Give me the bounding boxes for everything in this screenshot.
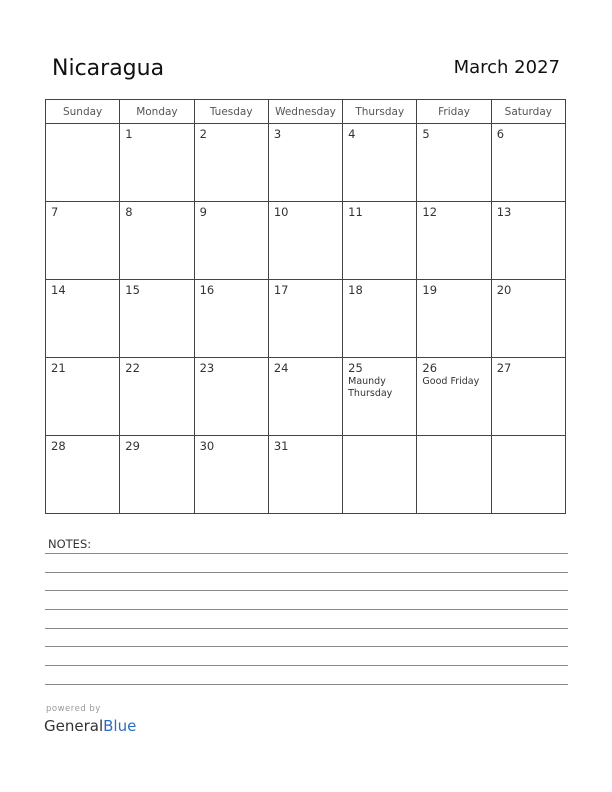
weekday-tuesday: Tuesday [194,100,268,124]
day-cell [343,358,417,436]
day-number: 31 [273,439,289,453]
week-row [46,358,566,436]
day-cell [46,280,120,358]
weekday-saturday: Saturday [491,100,565,124]
day-cell [491,124,565,202]
day-cell [343,280,417,358]
day-number: 29 [125,439,140,453]
day-cell [491,436,565,514]
day-number: 14 [51,283,66,297]
note-line [45,665,568,666]
day-cell [268,358,342,436]
day-cell [417,436,491,514]
day-number [343,436,416,439]
brand-blue-text: Blue [103,717,137,735]
day-number: 13 [496,205,512,219]
day-number: 19 [422,283,438,297]
day-cell [491,358,565,436]
day-number: 2 [199,127,207,141]
day-cell [120,124,194,202]
day-number [492,436,565,439]
note-line [45,553,568,554]
day-cell [46,202,120,280]
generalblue-logo [44,717,136,735]
weekday-monday: Monday [120,100,194,124]
week-row [46,202,566,280]
day-number: 3 [273,127,282,141]
day-cell [194,358,268,436]
day-number: 5 [422,127,430,141]
brand-general-text: General [44,717,104,735]
weekday-thursday: Thursday [343,100,417,124]
week-row [46,436,566,514]
day-number: 22 [125,361,140,375]
day-number: 21 [51,361,66,375]
weekday-sunday: Sunday [46,100,120,124]
week-row [46,124,566,202]
note-line [45,684,568,685]
week-row [46,280,566,358]
day-number [46,124,119,127]
day-number: 6 [496,127,505,141]
day-cell [417,202,491,280]
day-cell [491,280,565,358]
day-number: 8 [125,205,133,219]
note-line [45,572,568,573]
day-number: 16 [199,283,215,297]
day-cell [268,280,342,358]
weekday-header-row [46,100,566,124]
day-number: 7 [51,205,59,219]
month-title: March 2027 [453,57,560,78]
day-number: 11 [348,205,363,219]
powered-by-text: powered by [46,704,101,714]
day-number: 20 [496,283,512,297]
day-cell [491,202,565,280]
day-number: 15 [125,283,140,297]
day-cell [268,436,342,514]
day-number: 10 [273,205,289,219]
weekday-friday: Friday [417,100,491,124]
day-cell [268,124,342,202]
day-cell [120,436,194,514]
day-cell [343,202,417,280]
day-cell [268,202,342,280]
day-cell [120,358,194,436]
holiday-label: Good Friday [422,376,480,387]
day-number: 30 [199,439,215,453]
day-number: 9 [199,205,207,219]
day-cell [343,124,417,202]
day-cell [417,358,491,436]
day-cell [417,280,491,358]
day-number: 25 [348,361,363,375]
day-number [417,436,490,439]
notes-label: NOTES: [48,537,92,551]
day-cell [194,124,268,202]
holiday-label: Maundy Thursday [348,376,393,399]
day-number: 17 [273,283,289,297]
day-number: 28 [51,439,66,453]
day-cell [46,124,120,202]
day-number: 24 [273,361,289,375]
day-number: 4 [348,127,356,141]
day-cell [417,124,491,202]
country-title: Nicaragua [52,56,165,81]
day-cell [194,436,268,514]
day-cell [194,280,268,358]
day-number: 12 [422,205,438,219]
day-number: 23 [199,361,215,375]
day-cell [120,202,194,280]
note-line [45,646,568,647]
calendar-grid [45,99,566,514]
note-line [45,628,568,629]
day-number: 26 [422,361,438,375]
day-number: 27 [496,361,512,375]
day-number: 18 [348,283,363,297]
day-cell [343,436,417,514]
day-cell [120,280,194,358]
note-line [45,590,568,591]
weekday-wednesday: Wednesday [268,100,342,124]
day-cell [46,436,120,514]
day-cell [194,202,268,280]
note-line [45,609,568,610]
day-cell [46,358,120,436]
day-number: 1 [125,127,133,141]
